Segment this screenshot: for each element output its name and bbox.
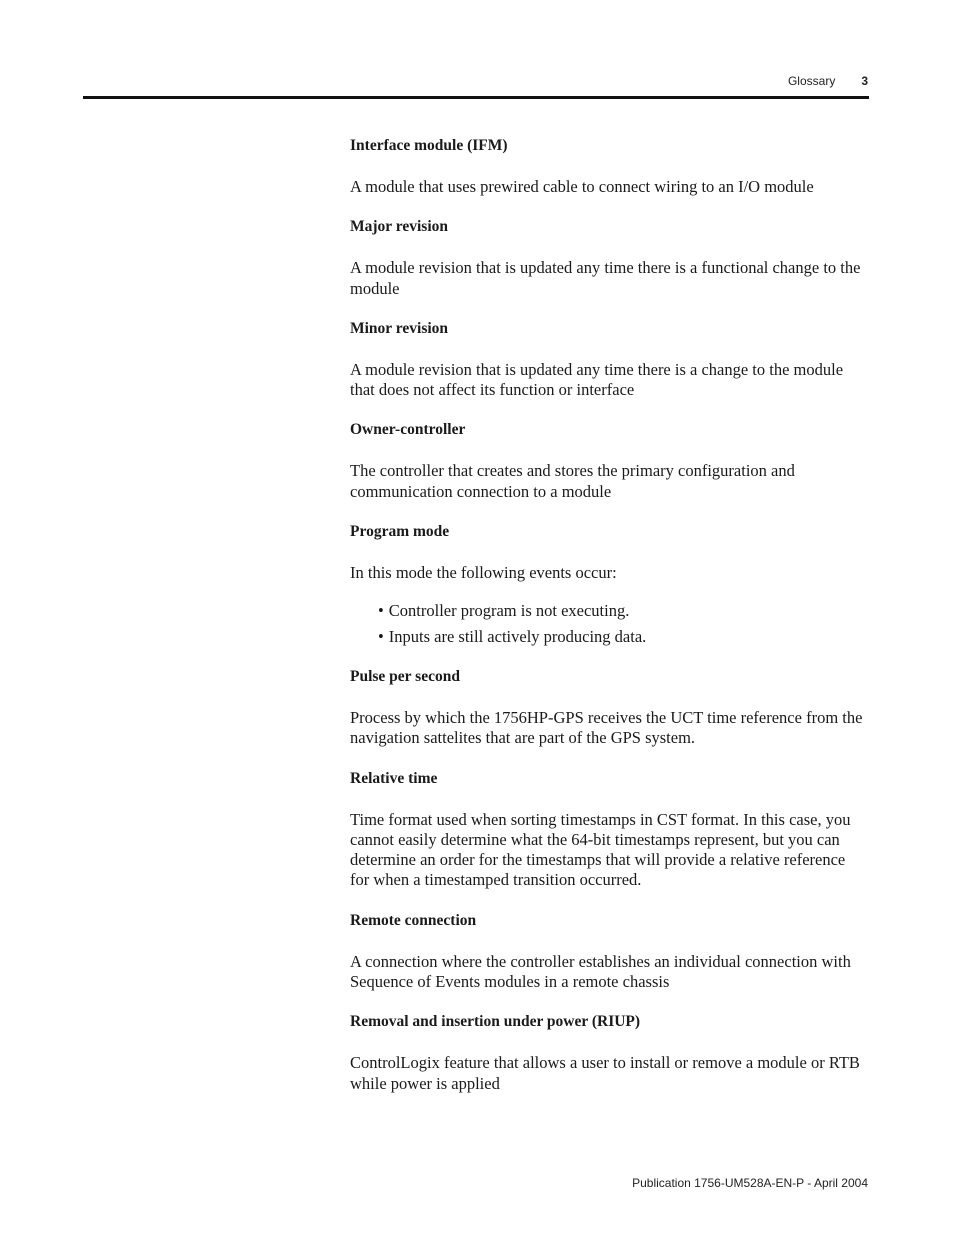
glossary-term: Interface module (IFM) <box>350 137 508 154</box>
glossary-term: Owner-controller <box>350 421 466 439</box>
glossary-entry <box>350 217 868 299</box>
glossary-term: Relative time <box>350 769 438 787</box>
glossary-entry <box>350 522 868 647</box>
glossary-entry <box>350 1012 868 1094</box>
glossary-term: Major revision <box>350 218 449 236</box>
glossary-entry <box>350 769 868 891</box>
glossary-definition: A module revision that is updated any time there is a functional change to the module <box>350 258 861 298</box>
page-number: 3 <box>861 74 868 88</box>
glossary-entry <box>350 667 868 749</box>
glossary-term: Program mode <box>350 523 450 541</box>
header-rule <box>83 96 869 99</box>
glossary-term: Minor revision <box>350 319 449 337</box>
glossary-definition: In this mode the following events occur: <box>350 563 617 583</box>
glossary-definition: A connection where the controller establishes an individual connection with Sequence of Events modules in a remote chassis <box>350 951 851 992</box>
bullet-list <box>378 601 868 647</box>
glossary-term: Pulse per second <box>350 667 460 685</box>
publication-footer: Publication 1756-UM528A-EN-P - April 2004 <box>632 1176 868 1190</box>
glossary-term: Remote connection <box>350 911 477 929</box>
glossary-definition: The controller that creates and stores the primary configuration and communication connection to a module <box>350 461 795 501</box>
glossary-definition: A module revision that is updated any time there is a change to the module that does not affect its function or interface <box>350 359 844 400</box>
glossary-entry <box>350 319 868 401</box>
glossary-term: Removal and insertion under power (RIUP) <box>350 1013 641 1031</box>
glossary-entry <box>350 911 868 993</box>
glossary-entry <box>350 420 868 502</box>
glossary-definition: A module that uses prewired cable to connect wiring to an I/O module <box>350 177 814 196</box>
running-header <box>788 74 868 88</box>
glossary-definition: Time format used when sorting timestamps in CST format. In this case, you cannot easily determine what the 64-bit timestamps represent, but you can determine an order for the timestamps that will provide a relative reference for when a timestamped transition occurred. <box>350 809 851 890</box>
glossary-definition: ControlLogix feature that allows a user to install or remove a module or RTB while power is applied <box>350 1053 860 1093</box>
bullet-item: • Inputs are still actively producing data. <box>378 627 868 647</box>
glossary-content <box>350 136 868 1114</box>
bullet-item: • Controller program is not executing. <box>378 601 868 621</box>
glossary-definition: Process by which the 1756HP-GPS receives the UCT time reference from the navigation sattelites that are part of the GPS system. <box>350 707 863 748</box>
section-title: Glossary <box>787 74 836 88</box>
glossary-entry <box>350 136 868 197</box>
